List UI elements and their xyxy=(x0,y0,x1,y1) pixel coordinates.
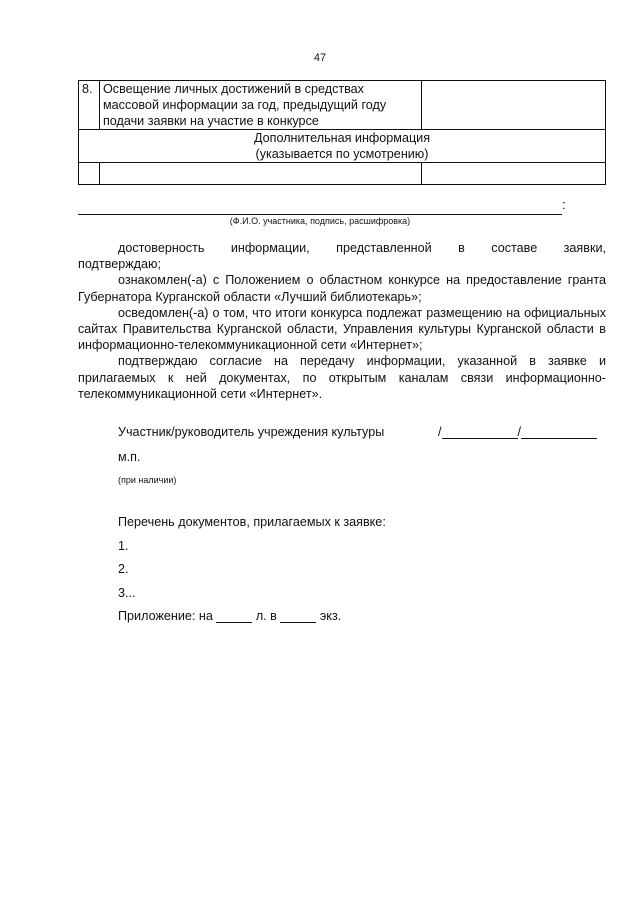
additional-info-title: Дополнительная информация xyxy=(253,131,431,145)
slash-separator: / xyxy=(438,425,442,439)
documents-list xyxy=(118,515,386,633)
row-description-line: Освещение личных достижений в средствах xyxy=(102,82,364,96)
empty-value-cell xyxy=(422,163,606,185)
statement-acquainted: ознакомлен(-а) с Положением о областном конкурсе на предоставление гранта Губернатора Курганской области «Лучший библиотекарь»; xyxy=(78,273,606,304)
empty-description-cell xyxy=(99,163,421,185)
stamp-note: (при наличии) xyxy=(118,475,177,485)
statement-informed: осведомлен(-а) о том, что итоги конкурса подлежат размещению на официальных сайтах Правительства Курганской области, Управления культуры Курганской области в информационно-телекоммуникационной сети «Интернет»; xyxy=(78,305,606,353)
statement-accuracy-continued: подтверждаю; xyxy=(78,257,161,272)
slash-separator: / xyxy=(517,425,521,439)
additional-info-subtitle: (указывается по усмотрению) xyxy=(255,147,429,161)
copies-blank xyxy=(280,610,316,623)
list-item: 3... xyxy=(118,585,136,600)
statement-consent: подтверждаю согласие на передачу информации, указанной в заявке и прилагаемых к ней документах, по открытым каналам связи информационно-телекоммуникационной сети «Интернет». xyxy=(78,354,606,401)
stamp-label: м.п. xyxy=(118,450,141,464)
pages-blank xyxy=(216,610,252,623)
appendix-suffix: экз. xyxy=(319,609,342,623)
row-description-line: массовой информации за год, предыдущий году xyxy=(102,98,387,112)
signature-caption: (Ф.И.О. участника, подпись, расшифровка) xyxy=(229,216,411,226)
table-row-8 xyxy=(79,81,606,130)
name-blank xyxy=(521,425,597,439)
statement-accuracy: достоверность информации, представленной в составе заявки, xyxy=(118,241,606,255)
application-form-table xyxy=(78,80,606,185)
empty-number-cell xyxy=(79,163,100,185)
statements-block xyxy=(78,240,606,402)
list-item: 2. xyxy=(118,562,129,576)
table-row-empty xyxy=(79,163,606,185)
appendix-line xyxy=(118,609,386,633)
participant-label: Участник/руководитель учреждения культуры xyxy=(118,425,385,439)
appendix-middle: л. в xyxy=(255,609,277,623)
signature-line xyxy=(78,214,562,215)
signature-colon: : xyxy=(562,197,566,212)
signature-blank xyxy=(442,425,518,439)
page-number: 47 xyxy=(313,52,327,64)
additional-info-header xyxy=(79,130,606,163)
row-description xyxy=(99,81,421,130)
row-description-line: подачи заявки на участие в конкурсе xyxy=(102,114,319,128)
list-item: 1. xyxy=(118,538,129,553)
participant-signature-row xyxy=(118,425,606,439)
table-row-additional-info xyxy=(79,130,606,163)
row-number: 8. xyxy=(79,81,100,130)
documents-heading: Перечень документов, прилагаемых к заявке: xyxy=(118,515,386,529)
appendix-prefix: Приложение: на xyxy=(118,609,213,623)
row-value-cell xyxy=(422,81,606,130)
